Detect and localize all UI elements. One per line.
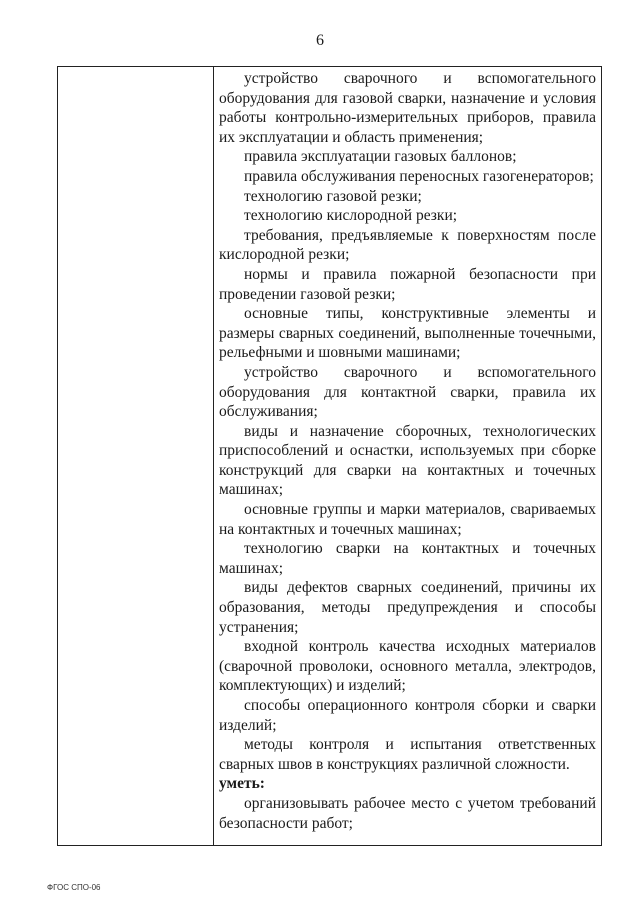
list-item: правила обслуживания переносных газогенераторов;	[244, 167, 594, 185]
list-item: правила эксплуатации газовых баллонов;	[244, 148, 517, 166]
footer-code: ФГОС СПО-06	[47, 883, 101, 892]
list-item: основные типы, конструктивные элементы и размеры сварных соединений, выполненные точечными, рельефными и шовными машинами;	[219, 305, 596, 362]
page-number: 6	[316, 32, 324, 49]
list-item: технологию кислородной резки;	[244, 207, 458, 225]
list-item: требования, предъявляемые к поверхностям после кислородной резки;	[219, 226, 596, 264]
section-label-skills: уметь:	[219, 775, 265, 793]
list-item: устройство сварочного и вспомогательного оборудования для контактной сварки, правила их обслуживания;	[219, 363, 596, 421]
content-table	[57, 66, 602, 846]
list-item: технологию газовой резки;	[244, 187, 422, 205]
table-right-column	[219, 69, 596, 833]
list-item: способы операционного контроля сборки и сварки изделий;	[219, 697, 596, 734]
list-item: входной контроль качества исходных материалов (сварочной проволоки, основного металла, электродов, комплектующих) и изделий;	[219, 638, 596, 695]
list-item: методы контроля и испытания ответственных сварных швов в конструкциях различной сложности.	[219, 736, 596, 773]
list-item: устройство сварочного и вспомогательного оборудования для газовой сварки, назначение и условия работы контрольно-измерительных приборов, правила их эксплуатации и область применения;	[219, 70, 596, 146]
list-item: технологию сварки на контактных и точечных машинах;	[219, 540, 596, 577]
table-left-column	[58, 67, 214, 845]
list-item: нормы и правила пожарной безопасности при проведении газовой резки;	[219, 265, 596, 303]
list-item: виды дефектов сварных соединений, причины их образования, методы предупреждения и способы устранения;	[219, 579, 596, 636]
list-item: основные группы и марки материалов, свариваемых на контактных и точечных машинах;	[219, 501, 596, 538]
list-item: виды и назначение сборочных, технологических приспособлений и оснастки, используемых при сборке конструкций для сварки на контактных и точечных машинах;	[219, 422, 596, 499]
list-item: организовывать рабочее место с учетом требований безопасности работ;	[219, 794, 596, 832]
